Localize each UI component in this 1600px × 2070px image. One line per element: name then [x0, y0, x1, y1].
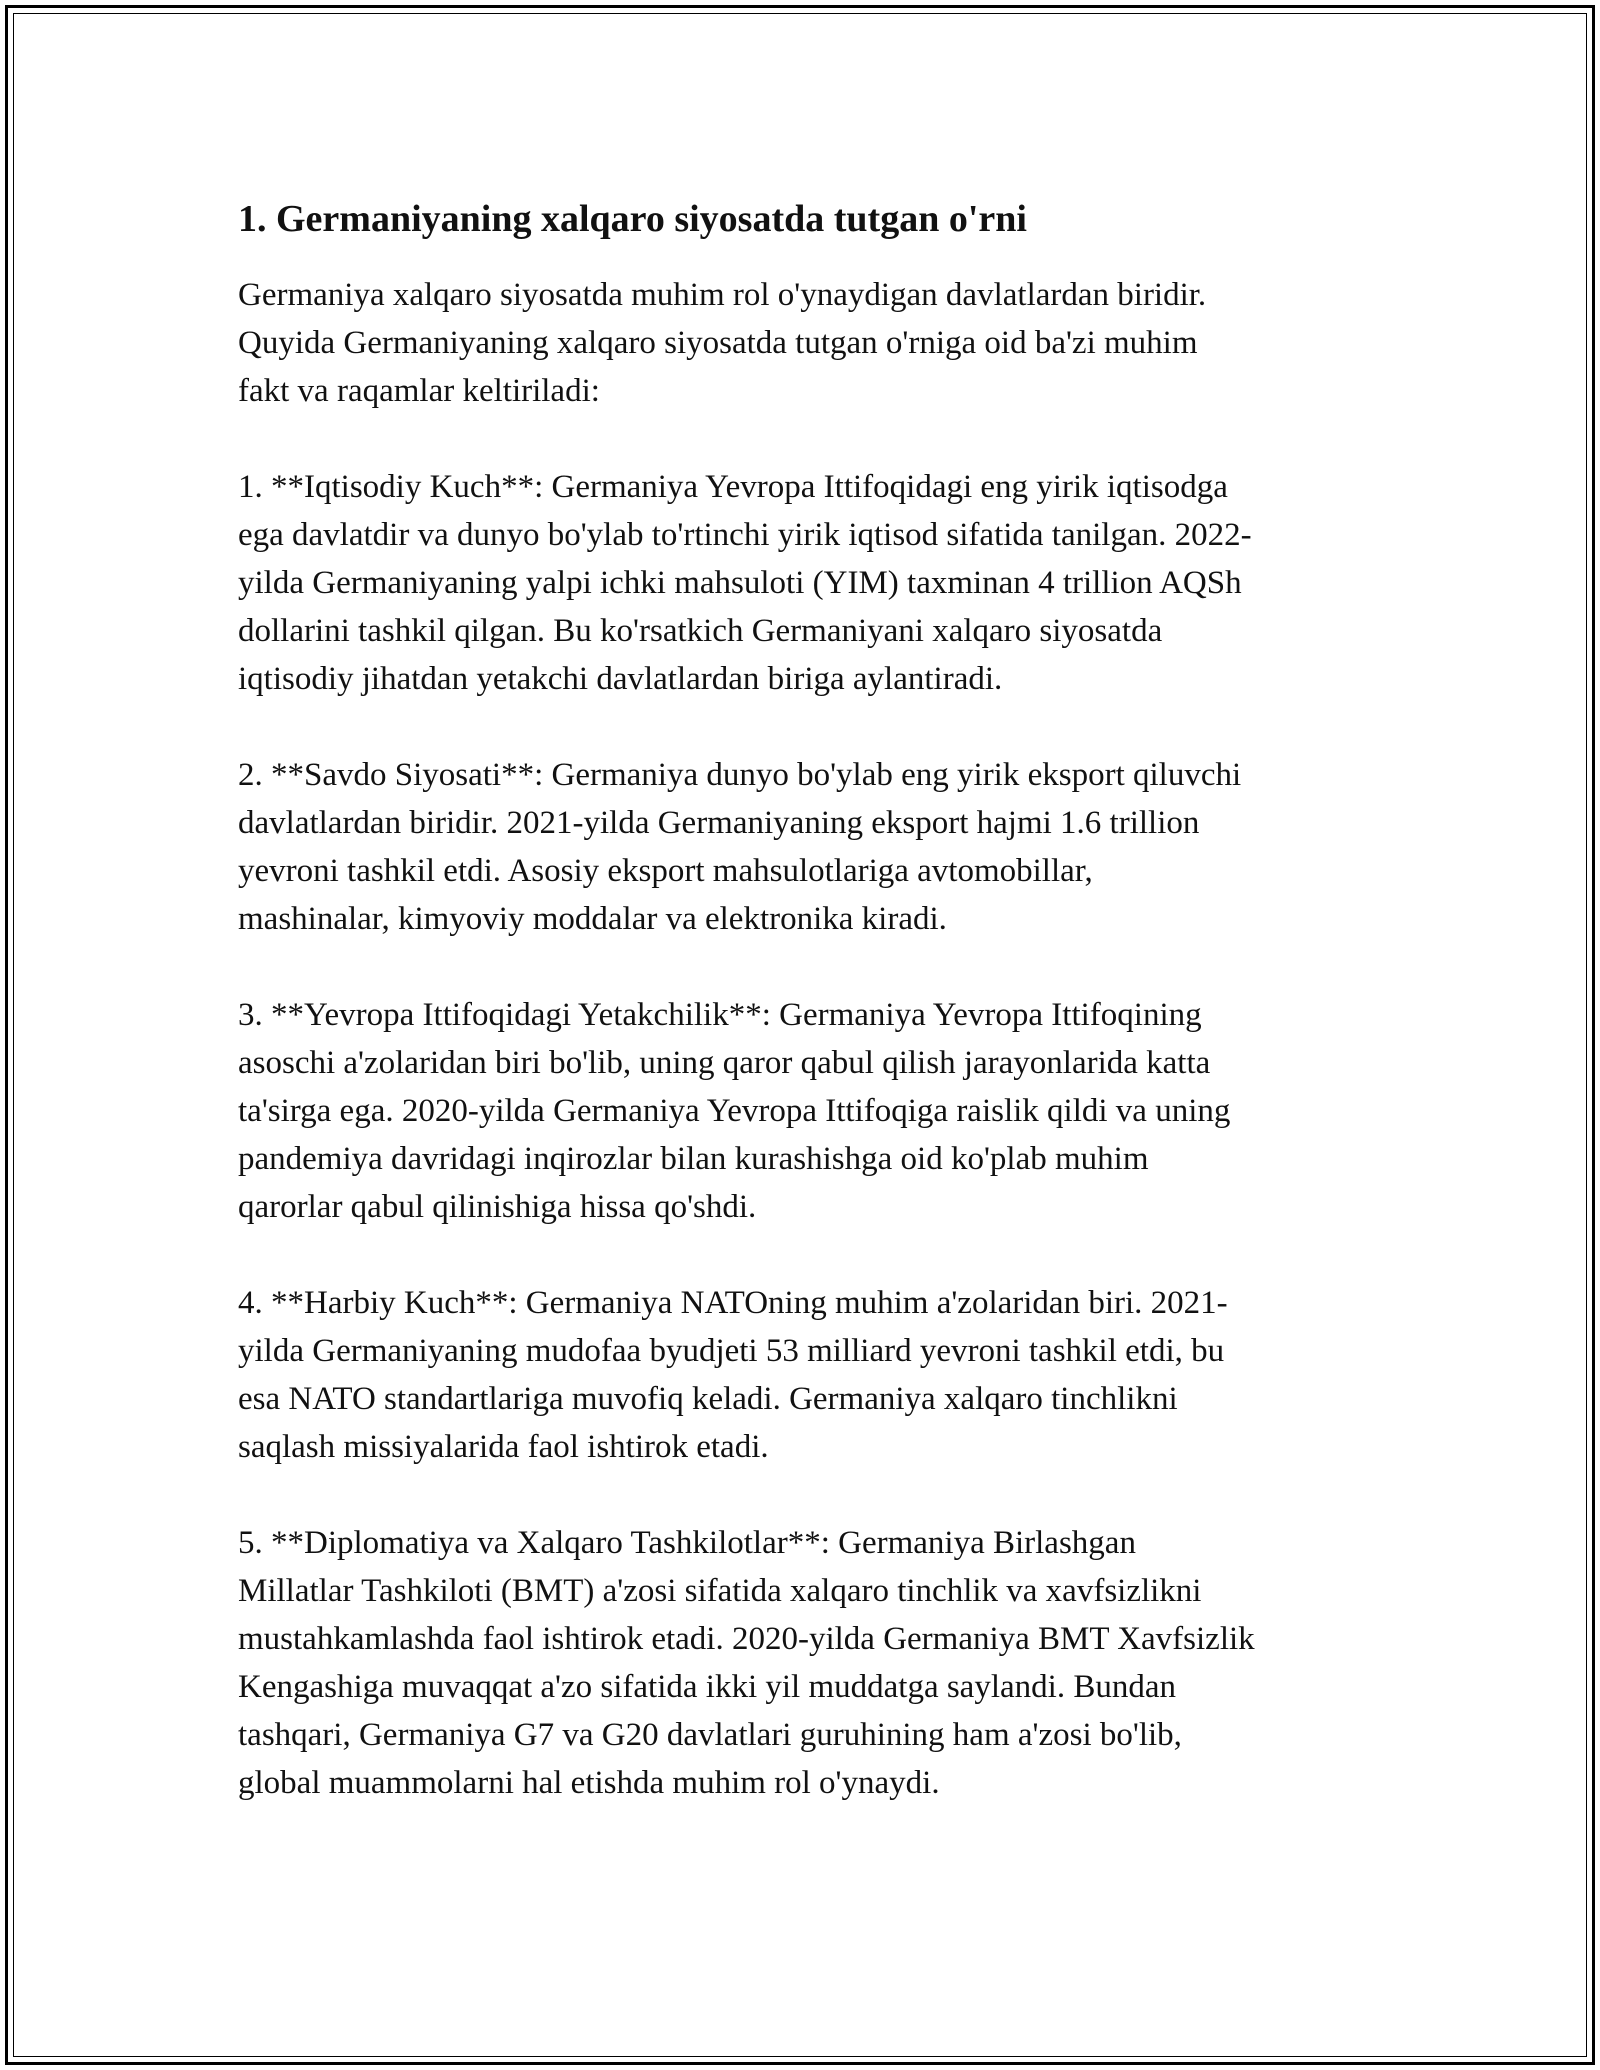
- page-frame: [5, 5, 1595, 2065]
- document-title: 1. Germaniyaning xalqaro siyosatda tutgan o'rni: [238, 198, 1027, 240]
- section-trade-policy: 2. **Savdo Siyosati**: Germaniya dunyo bo'ylab eng yirik eksport qiluvchi davlatlardan biridir. 2021-yilda Germaniyaning eksport hajmi 1.6 trillion yevroni tashkil etdi. Asosiy eksport mahsulotlariga avtomobillar, mashinalar, kimyoviy moddalar va elektronika kiradi.: [238, 757, 1242, 937]
- section-eu-leadership: 3. **Yevropa Ittifoqidagi Yetakchilik**: Germaniya Yevropa Ittifoqining asoschi a'zolaridan biri bo'lib, uning qaror qabul qilish jarayonlarida katta ta'sirga ega. 2020-yilda Germaniya Yevropa Ittifoqiga raislik qildi va uning pandemiya davridagi inqirozlar bilan kurashishga oid ko'plab muhim qarorlar qabul qilinishiga hissa qo'shdi.: [238, 997, 1231, 1225]
- section-economic-power: 1. **Iqtisodiy Kuch**: Germaniya Yevropa Ittifoqidagi eng yirik iqtisodga ega davlatdir va dunyo bo'ylab to'rtinchi yirik iqtisod sifatida tanilgan. 2022- yilda Germaniyaning yalpi ichki mahsuloti (YIM) taxminan 4 trillion AQSh dollarini tashkil qilgan. Bu ko'rsatkich Germaniyani xalqaro siyosatda iqtisodiy jihatdan yetakchi davlatlardan biriga aylantiradi.: [238, 469, 1252, 697]
- document-content: [238, 193, 1388, 1855]
- section-military-power: 4. **Harbiy Kuch**: Germaniya NATOning muhim a'zolaridan biri. 2021- yilda Germaniyaning mudofaa byudjeti 53 milliard yevroni tashkil etdi, bu esa NATO standartlariga muvofiq keladi. Germaniya xalqaro tinchlikni saqlash missiyalarida faol ishtirok etadi.: [238, 1285, 1228, 1465]
- section-diplomacy: 5. **Diplomatiya va Xalqaro Tashkilotlar**: Germaniya Birlashgan Millatlar Tashkiloti (BMT) a'zosi sifatida xalqaro tinchlik va xavfsizlikni mustahkamlashda faol ishtirok etadi. 2020-yilda Germaniya BMT Xavfsizlik Kengashiga muvaqqat a'zo sifatida ikki yil muddatga saylandi. Bundan tashqari, Germaniya G7 va G20 davlatlari guruhining ham a'zosi bo'lib, global muammolarni hal etishda muhim rol o'ynaydi.: [238, 1525, 1255, 1801]
- intro-paragraph: Germaniya xalqaro siyosatda muhim rol o'ynaydigan davlatlardan biridir. Quyida Germaniyaning xalqaro siyosatda tutgan o'rniga oid ba'zi muhim fakt va raqamlar keltiriladi:: [238, 277, 1207, 409]
